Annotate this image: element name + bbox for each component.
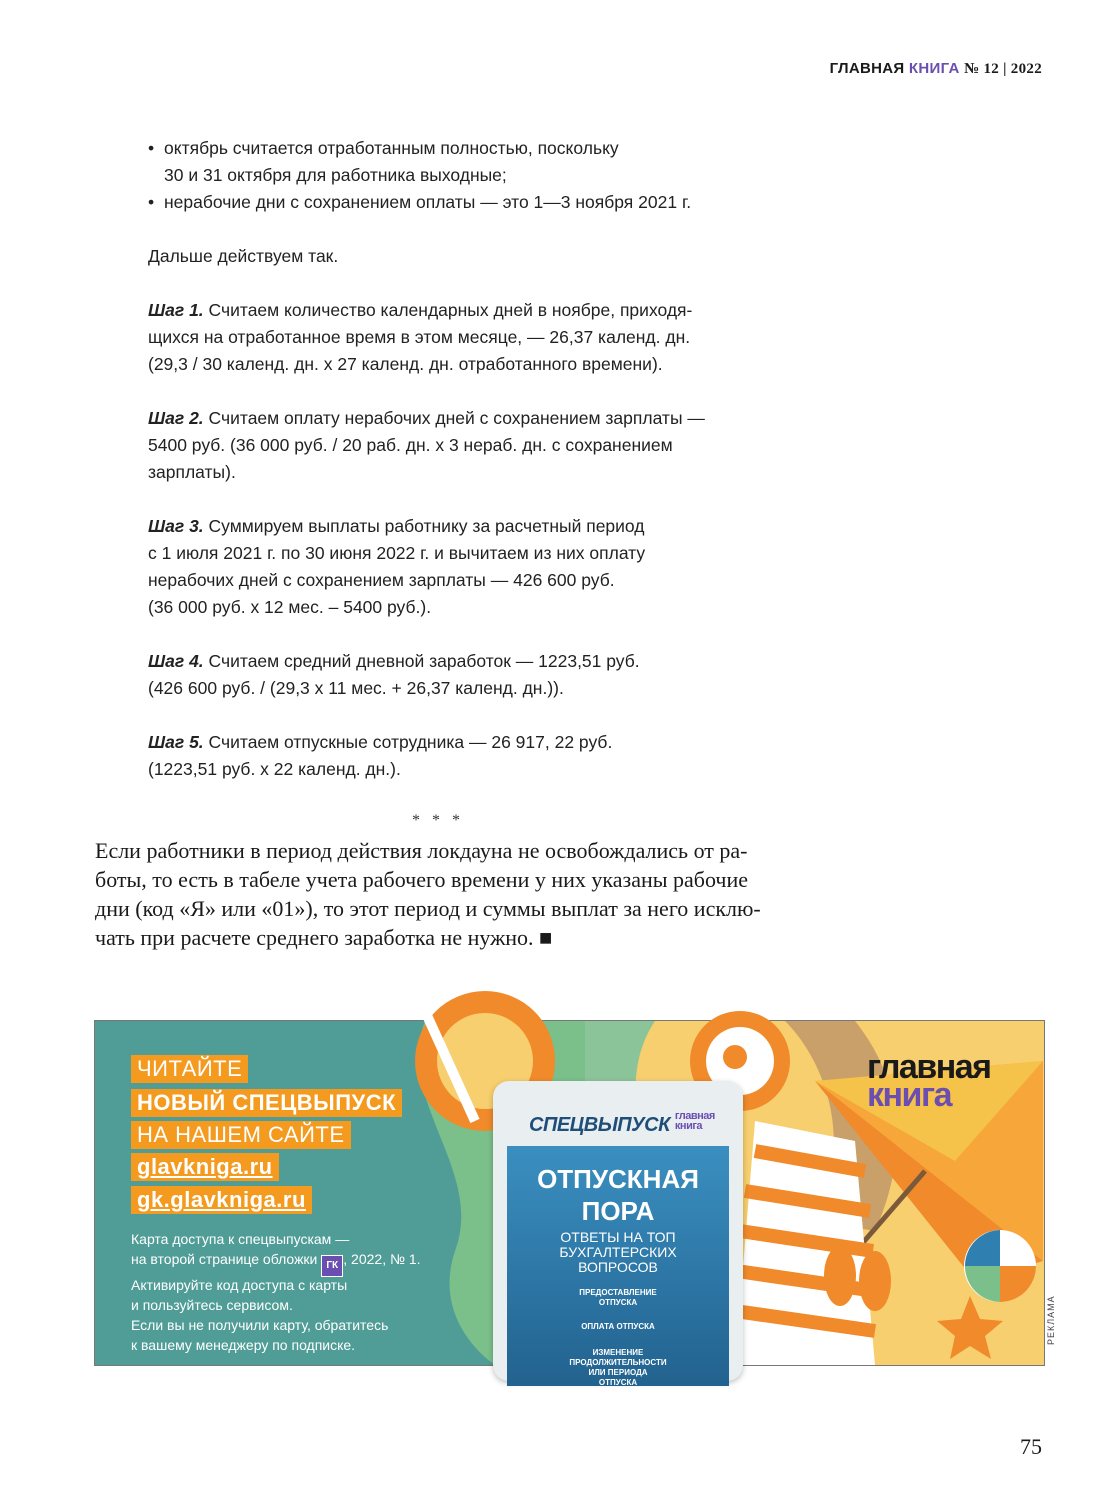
closing-line: Если работники в период действия локдауна не освобождались от ра- (95, 838, 748, 863)
running-header (830, 60, 1042, 78)
ad-access-card-note (131, 1229, 471, 1277)
cover-topic-2: ОПЛАТА ОТПУСКА (581, 1322, 655, 1331)
intro-paragraph: Дальше действуем так. (148, 246, 339, 266)
step-5 (148, 729, 788, 783)
step-line: Считаем средний дневной заработок — 1223,51 руб. (208, 651, 640, 671)
step-line: Суммируем выплаты работнику за расчетный период (208, 516, 645, 536)
step-4 (148, 648, 788, 702)
step-label: Шаг 3. (148, 516, 204, 536)
ad-tag-special-issue: НОВЫЙ СПЕЦВЫПУСК (131, 1089, 402, 1117)
ad-link-glavkniga[interactable]: glavkniga.ru (131, 1153, 279, 1181)
step-line: 5400 руб. (36 000 руб. / 20 раб. дн. х 3 нераб. дн. с сохранением (148, 435, 673, 455)
bullet-line: 30 и 31 октября для работника выходные; (164, 165, 507, 185)
special-issue-cover (493, 1081, 743, 1387)
ad-note-line: и пользуйтесь сервисом. (131, 1297, 293, 1313)
cover-subtitle: ОТВЕТЫ НА ТОП БУХГАЛТЕРСКИХ ВОПРОСОВ (559, 1229, 677, 1275)
step-2 (148, 405, 788, 486)
ad-note-line: Активируйте код доступа с карты (131, 1277, 348, 1293)
header-brand-1: ГЛАВНАЯ (829, 60, 905, 77)
ad-note-line: к вашему менеджеру по подписке. (131, 1337, 356, 1353)
step-label: Шаг 4. (148, 651, 204, 671)
special-issue-brand: главная книга (674, 1110, 715, 1132)
ad-activation-note (131, 1275, 471, 1355)
step-line: (426 600 руб. / (29,3 х 11 мес. + 26,37 календ. дн.)). (148, 678, 564, 698)
cover-title-1: ОТПУСКНАЯ (537, 1164, 699, 1194)
step-3 (148, 513, 788, 621)
step-line: с 1 июля 2021 г. по 30 июня 2022 г. и вычитаем из них оплату (148, 543, 646, 563)
bullet-item (148, 135, 788, 189)
page-number: 75 (1020, 1434, 1042, 1459)
step-line: (36 000 руб. х 12 мес. – 5400 руб.). (148, 597, 432, 617)
ad-link-gk-glavkniga[interactable]: gk.glavkniga.ru (131, 1186, 312, 1214)
step-label: Шаг 5. (148, 732, 204, 752)
cover-topic-3: ИЗМЕНЕНИЕ ПРОДОЛЖИТЕЛЬНОСТИ ИЛИ ПЕРИОДА ОТПУСКА (569, 1348, 667, 1387)
gk-logo-badge: ГК (321, 1255, 343, 1277)
special-issue-label: СПЕЦВЫПУСК (529, 1114, 670, 1136)
advertisement-label: РЕКЛАМА (1046, 1295, 1056, 1345)
bullet-line: • нерабочие дни с сохранением оплаты — это 1—3 ноября 2021 г. (164, 192, 692, 212)
header-brand-2: КНИГА (908, 60, 960, 77)
special-issue-header (529, 1111, 715, 1137)
cover-panel (507, 1146, 729, 1386)
advertisement-banner[interactable] (94, 1020, 1045, 1387)
step-line: (1223,51 руб. х 22 календ. дн.). (148, 759, 401, 779)
step-1 (148, 297, 788, 378)
closing-line: боты, то есть в табеле учета рабочего времени у них указаны рабочие (95, 867, 749, 892)
cover-title-2: ПОРА (581, 1196, 655, 1226)
step-label: Шаг 2. (148, 408, 204, 428)
step-label: Шаг 1. (148, 300, 204, 320)
ad-note-line: Если вы не получили карту, обратитесь (131, 1317, 389, 1333)
step-line: Считаем оплату нерабочих дней с сохранением зарплаты — (208, 408, 705, 428)
step-line: нерабочих дней с сохранением зарплаты — 426 600 руб. (148, 570, 615, 590)
step-line: Считаем количество календарных дней в ноябре, приходя- (208, 300, 693, 320)
step-line: зарплаты). (148, 462, 236, 482)
step-line: Считаем отпускные сотрудника — 26 917, 22 руб. (208, 732, 613, 752)
closing-line: дни (код «Я» или «01»), то этот период и суммы выплат за него исклю- (95, 896, 761, 921)
ad-note-line: Карта доступа к спецвыпускам — (131, 1231, 350, 1247)
ad-note-line: на второй странице обложки (131, 1251, 318, 1267)
bullet-item (148, 189, 788, 216)
cover-topic-1: ПРЕДОСТАВЛЕНИЕ ОТПУСКА (579, 1288, 657, 1307)
bullet-list (148, 135, 788, 216)
header-issue: № 12 | 2022 (964, 61, 1042, 77)
bullet-line: • октябрь считается отработанным полностью, поскольку (164, 138, 619, 158)
ad-note-line: , 2022, № 1. (343, 1251, 421, 1267)
section-separator: * * * (412, 812, 464, 829)
ad-tag-on-site: НА НАШЕМ САЙТЕ (131, 1121, 351, 1149)
step-line: (29,3 / 30 календ. дн. х 27 календ. дн. отработанного времени). (148, 354, 663, 374)
ad-tag-read: ЧИТАЙТЕ (131, 1055, 248, 1083)
article-body (148, 135, 788, 783)
closing-line: чать при расчете среднего заработка не нужно. ■ (95, 925, 553, 950)
closing-paragraph (95, 836, 775, 952)
glavnaya-kniga-logo: главная книга (867, 1048, 991, 1114)
step-line: щихся на отработанное время в этом месяце, — 26,37 календ. дн. (148, 327, 691, 347)
